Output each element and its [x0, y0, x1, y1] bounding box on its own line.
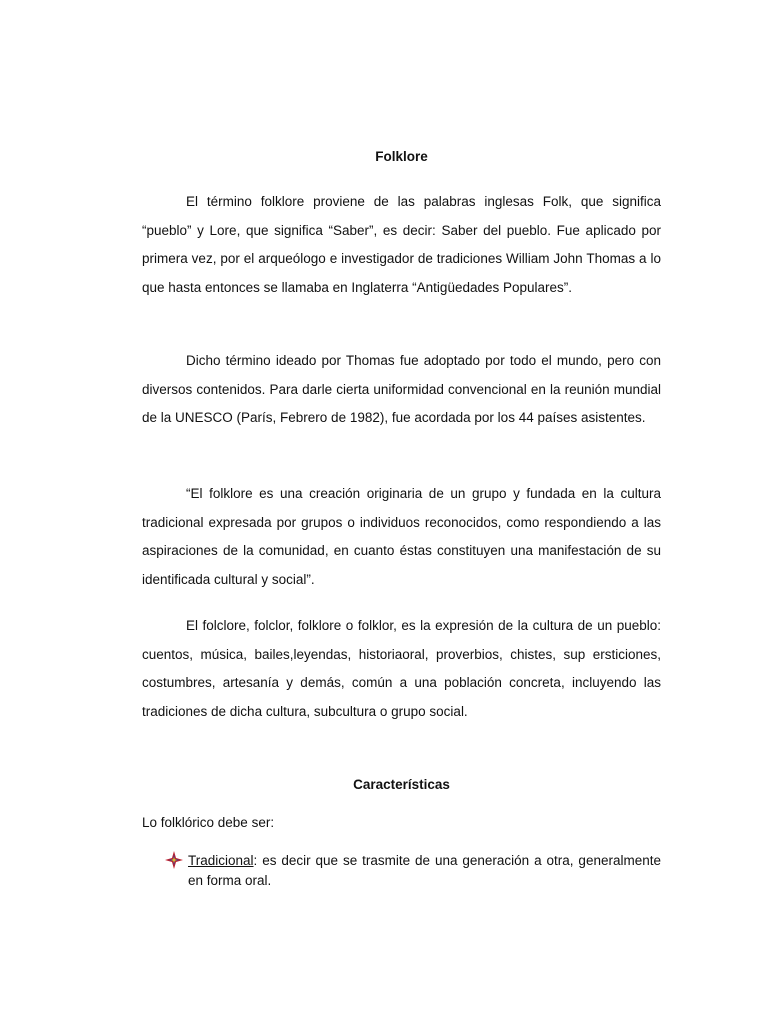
- list-item-description: : es decir que se trasmite de una generación a otra, generalmente en forma oral.: [188, 853, 661, 888]
- list-item-text: [188, 851, 661, 890]
- paragraph-1: El término folklore proviene de las palabras inglesas Folk, que significa “pueblo” y Lore, que significa “Saber”, es decir: Saber del pueblo. Fue aplicado por primera vez, por el arqueólogo e investigador de tradiciones William John Thomas a lo que hasta entonces se llamaba en Inglaterra “Antigüedades Populares”.: [142, 194, 661, 296]
- paragraph-4: El folclore, folclor, folklore o folklor, es la expresión de la cultura de un pueblo: cuentos, música, bailes,leyendas, historiaoral, proverbios, chistes, sup ersticiones, costumbres, artesanía y demás, común a una población concreta, incluyendo las tradiciones de dicha cultura, subcultura o grupo social.: [142, 618, 661, 720]
- list-item-term: Tradicional: [188, 853, 254, 868]
- paragraph-3: “El folklore es una creación originaria de un grupo y fundada en la cultura tradicional expresada por grupos o individuos reconocidos, como respondiendo a las aspiraciones de la comunidad, en cuanto éstas constituyen una manifestación de su identificada cultural y social”.: [142, 486, 661, 588]
- list-item: [164, 851, 661, 890]
- document-title: Folklore: [375, 149, 428, 164]
- list-intro: Lo folklórico debe ser:: [142, 815, 275, 830]
- paragraph-2: Dicho término ideado por Thomas fue adoptado por todo el mundo, pero con diversos contenidos. Para darle cierta uniformidad convencional en la reunión mundial de la UNESCO (París, Febrero de 1982), fue acordada por los 44 países asistentes.: [142, 353, 661, 426]
- section-title: Características: [353, 777, 450, 792]
- four-point-star-bullet-icon: [164, 850, 184, 870]
